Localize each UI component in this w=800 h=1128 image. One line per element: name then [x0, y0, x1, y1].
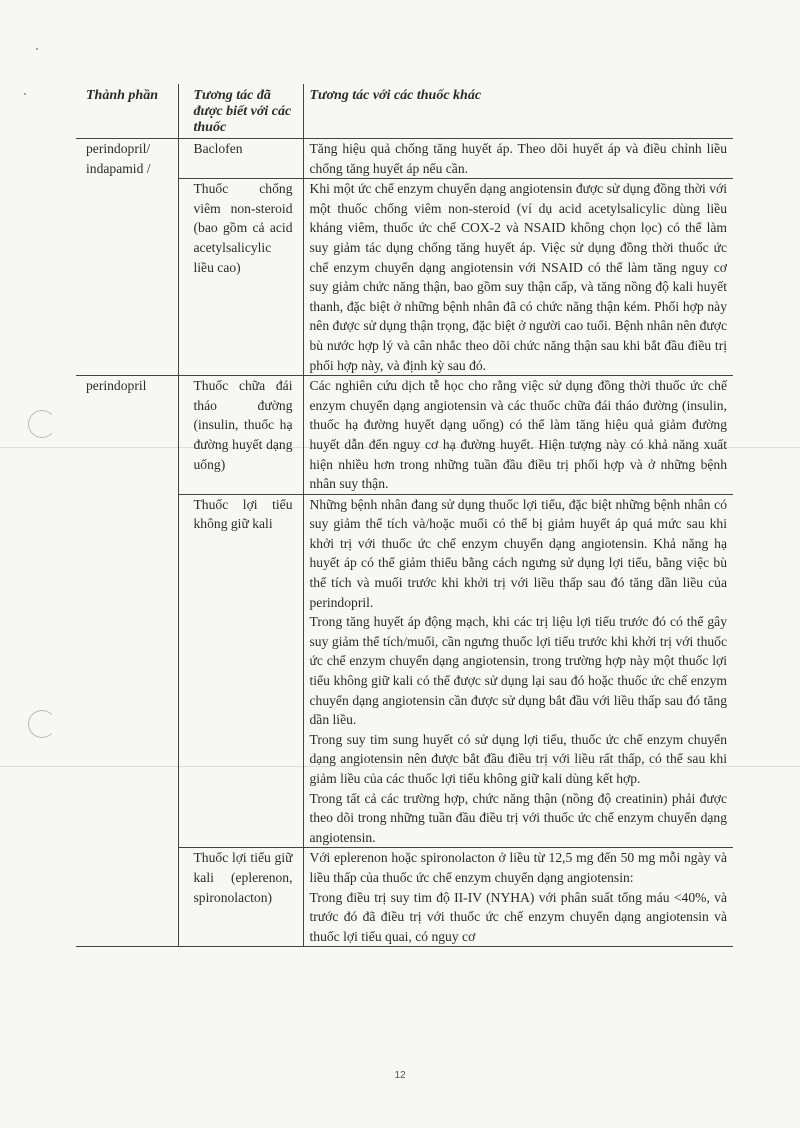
interaction-cell: Các nghiên cứu dịch tễ học cho rằng việc sử dụng đồng thời thuốc ức chế enzym chuyển dạng angiotensin và các thuốc chữa đái tháo đường (insulin, thuốc hạ đường huyết dạng uống) có thể làm tăng hiệu quả giảm đường huyết dẫn đến nguy cơ hạ đường huyết. Hiện tượng này có khả năng xuất hiện nhiều hơn trong những tuần đầu điều trị phối hợp và ở những bệnh nhân suy thận.	[303, 376, 733, 495]
header-interaction: Tương tác với các thuốc khác	[303, 84, 733, 139]
interaction-cell: Khi một ức chế enzym chuyển dạng angiotensin được sử dụng đồng thời với một thuốc chống viêm non-steroid (ví dụ acid acetylsalicylic dùng liều kháng viêm, thuốc ức chế COX-2 và NSAID không chọn lọc) có thể làm suy giảm tác dụng chống tăng huyết áp. Việc sử dụng đồng thời thuốc ức chế enzym chuyển dạng angiotensin với NSAID có thể làm tăng nguy cơ suy giảm chức năng thận, bao gồm suy thận cấp, và tăng nồng độ kali huyết thanh, đặc biệt ở những bệnh nhân đã có chức năng thận kém. Phối hợp này nên được sử dụng thận trọng, đặc biệt ở người cao tuổi. Bệnh nhân nên được bù nước hợp lý và cân nhắc theo dõi chức năng thận sau khi bắt đầu điều trị phối hợp này, và định kỳ sau đó.	[303, 179, 733, 376]
component-cell	[76, 494, 178, 848]
drug-cell: Thuốc chống viêm non-steroid (bao gồm cả acid acetylsalicylic liều cao)	[178, 179, 303, 376]
component-cell	[76, 848, 178, 947]
drug-cell: Thuốc chữa đái tháo đường (insulin, thuốc hạ đường huyết dạng uống)	[178, 376, 303, 495]
table-row	[76, 376, 733, 495]
scan-speck	[36, 48, 38, 50]
drug-cell: Thuốc lợi tiểu giữ kali (eplerenon, spironolacton)	[178, 848, 303, 947]
component-cell: perindopril/ indapamid /	[76, 139, 178, 179]
scan-speck	[24, 93, 26, 95]
component-cell	[76, 179, 178, 376]
drug-cell: Thuốc lợi tiểu không giữ kali	[178, 494, 303, 848]
drug-cell: Baclofen	[178, 139, 303, 179]
table-header-row	[76, 84, 733, 139]
header-component: Thành phần	[76, 84, 178, 139]
punch-hole	[28, 710, 56, 738]
table-row	[76, 494, 733, 848]
interaction-table	[76, 84, 733, 947]
punch-hole	[28, 410, 56, 438]
table-row	[76, 179, 733, 376]
table-row	[76, 848, 733, 947]
header-known-interaction: Tương tác đã được biết với các thuốc	[178, 84, 303, 139]
table-row	[76, 139, 733, 179]
page-number: 12	[394, 1070, 406, 1081]
interaction-cell: Với eplerenon hoặc spironolacton ở liều từ 12,5 mg đến 50 mg mỗi ngày và liều thấp của thuốc ức chế enzym chuyển dạng angiotensin: Trong điều trị suy tim độ II-IV (NYHA) với phân suất tống máu <40%, và trước đó đã điều trị với thuốc ức chế enzym chuyển dạng angiotensin và thuốc lợi tiểu quai, có nguy cơ	[303, 848, 733, 947]
interaction-cell: Những bệnh nhân đang sử dụng thuốc lợi tiểu, đặc biệt những bệnh nhân có suy giảm thể tích và/hoặc muối có thể bị giảm huyết áp quá mức sau khi khởi trị với thuốc ức chế enzym chuyển dạng angiotensin. Khả năng hạ huyết áp có thể giảm thiểu bằng cách ngưng sử dụng lợi tiểu, bằng việc bù thể tích và muối trước khi khởi trị với liều thấp sau đó tăng dần liều của perindopril. Trong tăng huyết áp động mạch, khi các trị liệu lợi tiểu trước đó có thể gây suy giảm thể tích/muối, cần ngưng thuốc lợi tiểu trước khi khởi trị với thuốc ức chế enzym chuyển dạng angiotensin, trong trường hợp này một thuốc lợi tiểu không giữ kali có thể được sử dụng lại sau đó hoặc thuốc ức chế enzym chuyển dạng angiotensin cần được sử dụng bắt đầu với liều thấp sau đó tăng dần liều. Trong suy tim sung huyết có sử dụng lợi tiểu, thuốc ức chế enzym chuyển dạng angiotensin nên được bắt đầu điều trị với liều rất thấp, có thể sau khi giảm liều của các thuốc lợi tiểu không giữ kali dùng kết hợp. Trong tất cả các trường hợp, chức năng thận (nồng độ creatinin) phải được theo dõi trong những tuần đầu điều trị với thuốc ức chế enzym chuyển dạng angiotensin.	[303, 494, 733, 848]
component-cell: perindopril	[76, 376, 178, 495]
interaction-cell: Tăng hiệu quả chống tăng huyết áp. Theo dõi huyết áp và điều chỉnh liều chống tăng huyết áp nếu cần.	[303, 139, 733, 179]
